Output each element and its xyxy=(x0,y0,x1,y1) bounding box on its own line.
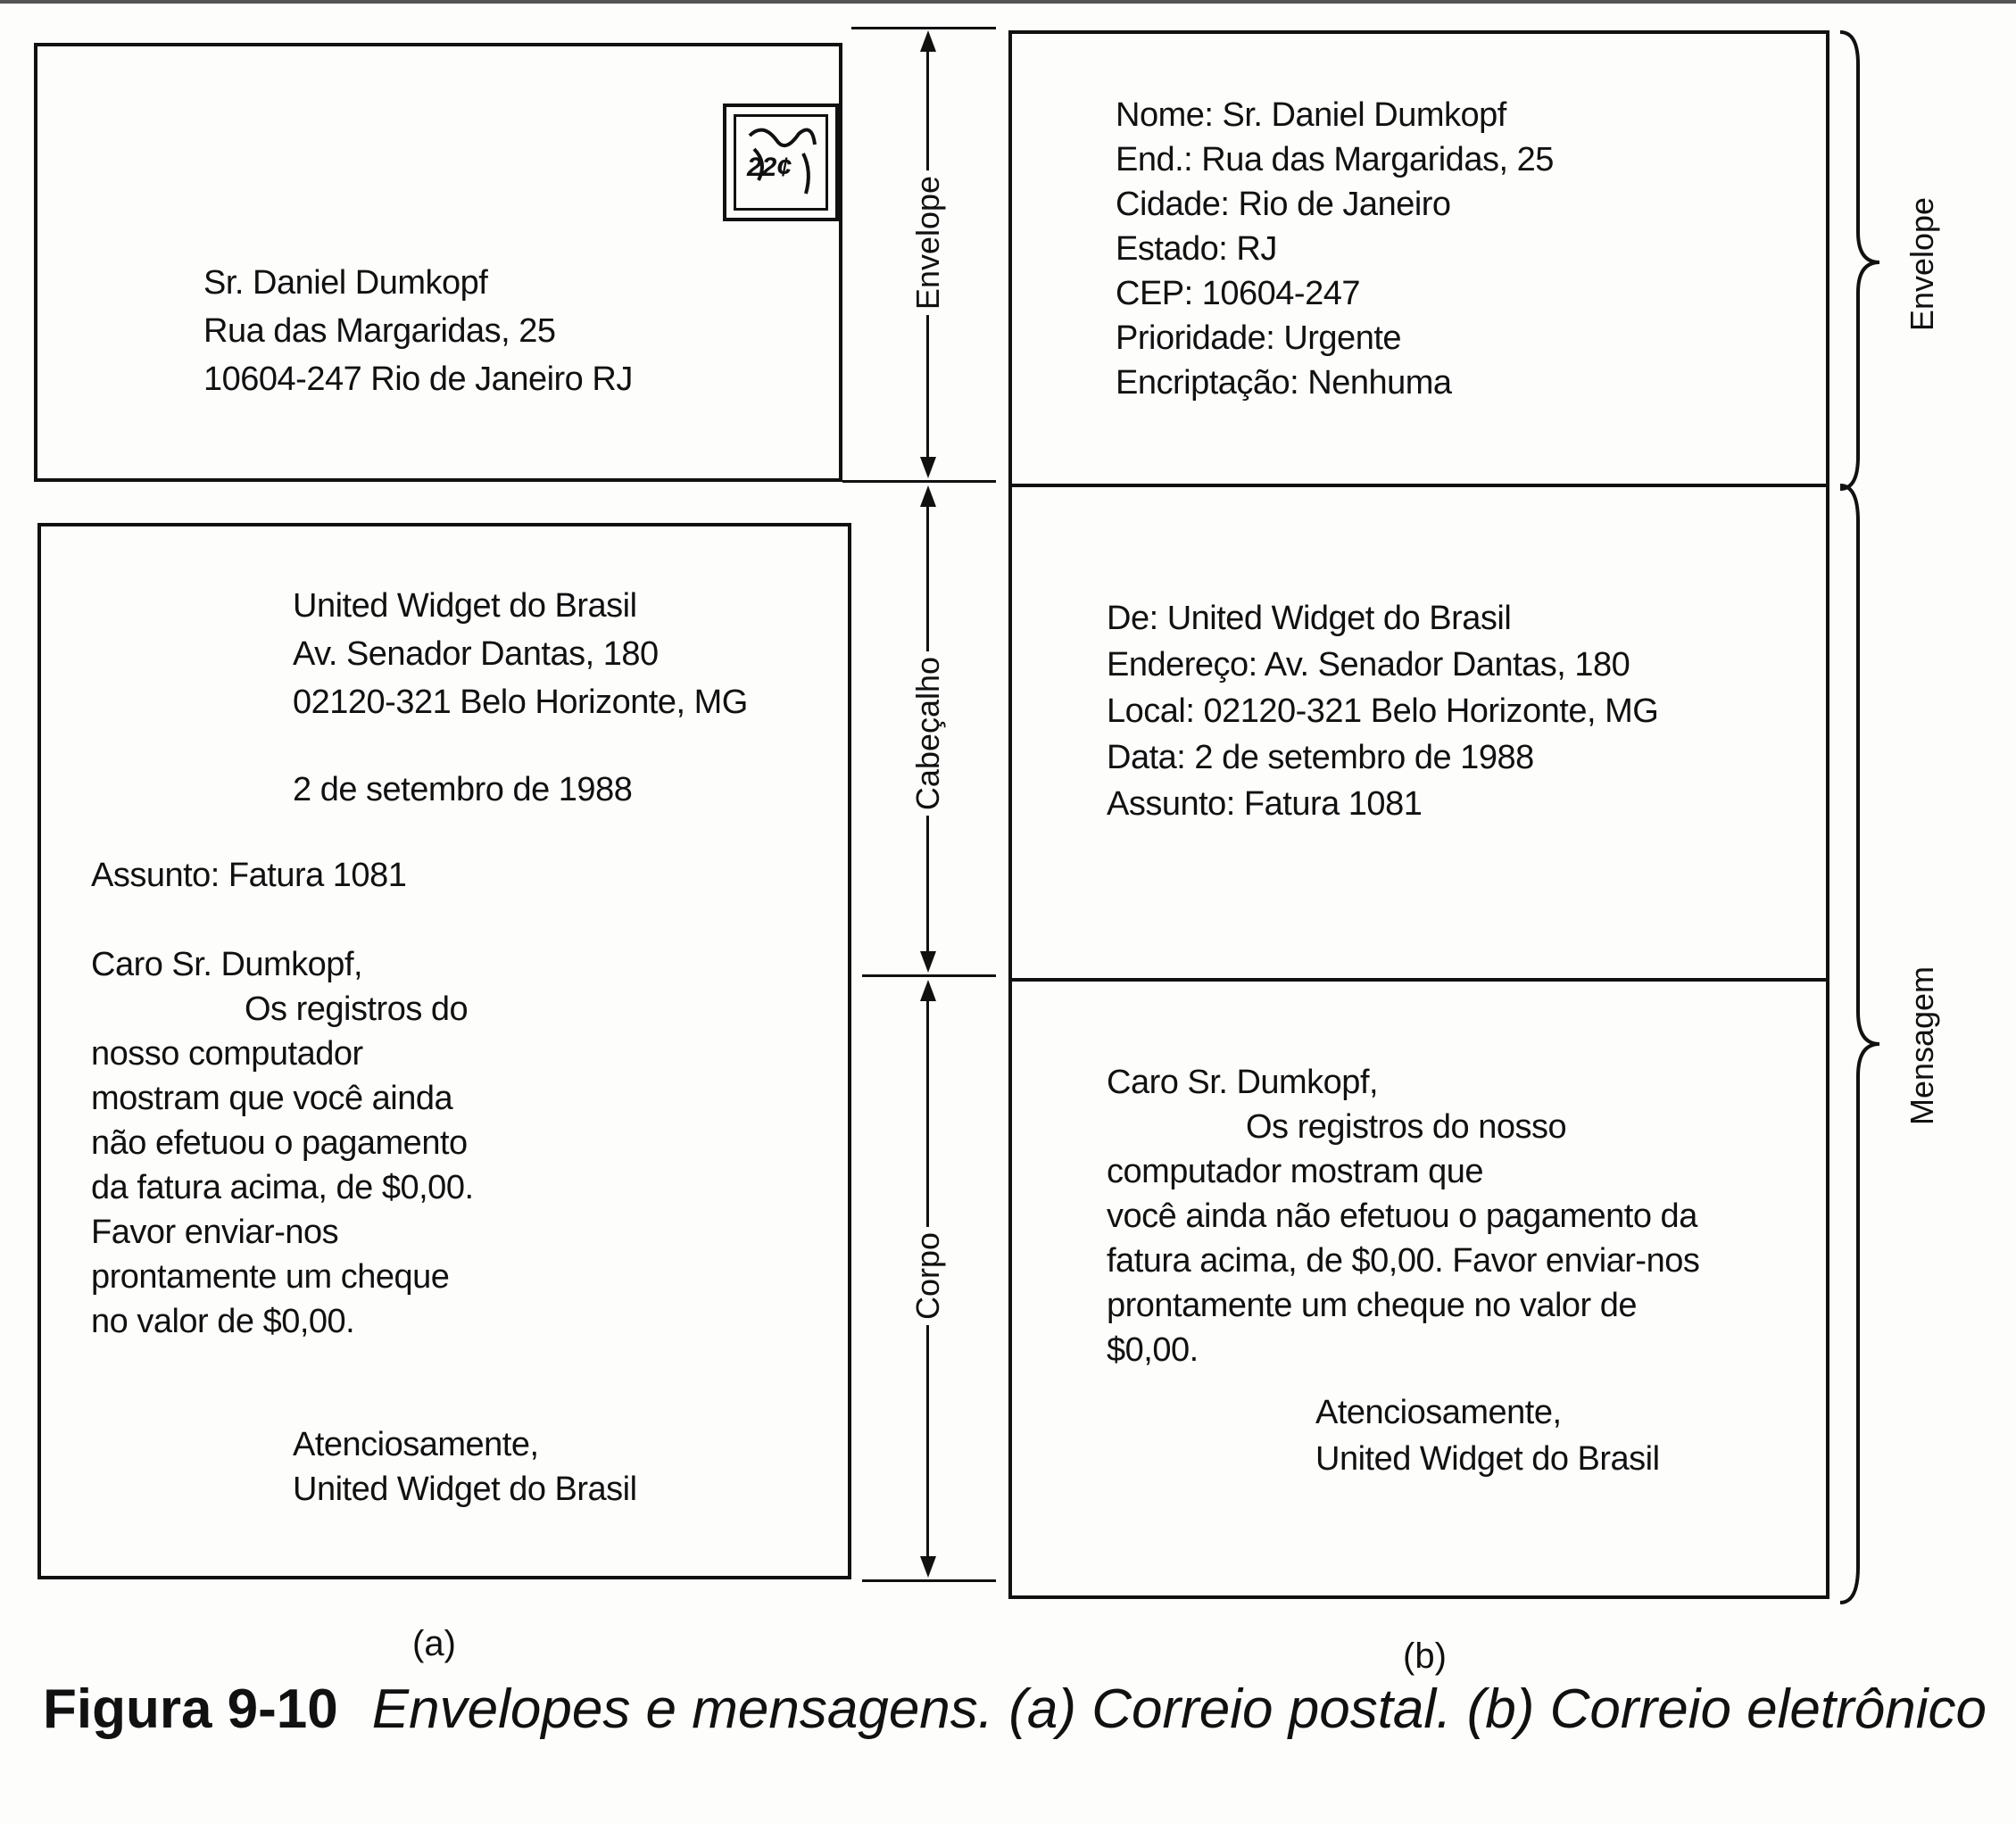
letter-subject: Assunto: Fatura 1081 xyxy=(91,857,407,894)
email-body-signature: United Widget do Brasil xyxy=(1315,1440,1660,1478)
envelope-address-line-2: Rua das Margaridas, 25 xyxy=(203,312,556,350)
email-body-line: você ainda não efetuou o pagamento da xyxy=(1107,1197,1697,1235)
email-header-line: Assunto: Fatura 1081 xyxy=(1107,785,1423,823)
letter-body-line: no valor de $0,00. xyxy=(91,1303,355,1340)
email-body-closing: Atenciosamente, xyxy=(1315,1394,1562,1431)
stamp-inner-frame xyxy=(734,114,828,211)
middle-label-body: Corpo xyxy=(909,1227,947,1325)
email-header-line: Local: 02120-321 Belo Horizonte, MG xyxy=(1107,692,1659,730)
right-label-message: Mensagem xyxy=(1904,965,1940,1126)
letter-body-line: prontamente um cheque xyxy=(91,1258,450,1296)
header-arrow-up-head xyxy=(920,485,936,507)
envelope-brace xyxy=(1835,29,1906,493)
postage-stamp xyxy=(723,104,839,221)
email-body-line: prontamente um cheque no valor de xyxy=(1107,1287,1638,1324)
letter-body-first-line: Os registros do xyxy=(245,990,469,1028)
separator-envelope-header xyxy=(842,480,996,483)
letter-sender-line-2: Av. Senador Dantas, 180 xyxy=(293,635,659,673)
envelope-arrow-up-head xyxy=(920,30,936,52)
top-rule xyxy=(0,0,2016,4)
message-brace xyxy=(1835,482,1906,1606)
letter-sender-line-3: 02120-321 Belo Horizonte, MG xyxy=(293,684,748,721)
stamp-value: 22¢ xyxy=(747,153,792,182)
postal-envelope-box xyxy=(34,43,842,482)
body-arrow-up-head xyxy=(920,980,936,1001)
envelope-address-line-3: 10604-247 Rio de Janeiro RJ xyxy=(203,360,633,398)
label-a: (a) xyxy=(412,1624,456,1663)
letter-sender-line-1: United Widget do Brasil xyxy=(293,587,637,625)
email-header-line: De: United Widget do Brasil xyxy=(1107,600,1512,637)
separator-body-bottom xyxy=(862,1579,996,1582)
email-envelope-line: Cidade: Rio de Janeiro xyxy=(1116,186,1451,223)
email-body-line: computador mostram que xyxy=(1107,1153,1483,1190)
postal-letter-box xyxy=(37,523,851,1579)
email-envelope-line: CEP: 10604-247 xyxy=(1116,275,1360,312)
email-body-greeting: Caro Sr. Dumkopf, xyxy=(1107,1064,1379,1101)
middle-label-header: Cabeçalho xyxy=(909,651,947,816)
email-body-line: fatura acima, de $0,00. Favor enviar-nos xyxy=(1107,1242,1700,1280)
email-body-box xyxy=(1008,978,1829,1599)
email-body-line: $0,00. xyxy=(1107,1331,1199,1369)
separator-top xyxy=(851,27,996,29)
email-envelope-box xyxy=(1008,30,1829,487)
header-arrow-down-head xyxy=(920,951,936,973)
label-b: (b) xyxy=(1403,1637,1447,1676)
figure-caption xyxy=(43,1678,1987,1741)
middle-label-envelope: Envelope xyxy=(909,170,947,315)
letter-body-line: não efetuou o pagamento xyxy=(91,1124,468,1162)
letter-body-line: nosso computador xyxy=(91,1035,363,1073)
letter-date: 2 de setembro de 1988 xyxy=(293,771,633,808)
email-envelope-line: Nome: Sr. Daniel Dumkopf xyxy=(1116,96,1506,134)
letter-greeting: Caro Sr. Dumkopf, xyxy=(91,946,363,983)
figure-description: Envelopes e mensagens. (a) Correio postal. (b) Correio eletrônico xyxy=(371,1678,1987,1740)
letter-body-line: mostram que você ainda xyxy=(91,1080,453,1117)
email-envelope-line: Prioridade: Urgente xyxy=(1116,319,1402,357)
email-header-line: Endereço: Av. Senador Dantas, 180 xyxy=(1107,646,1630,684)
separator-header-body xyxy=(862,974,996,977)
envelope-address-line-1: Sr. Daniel Dumkopf xyxy=(203,264,488,302)
letter-closing: Atenciosamente, xyxy=(293,1426,539,1463)
body-arrow-down-head xyxy=(920,1556,936,1578)
letter-signature: United Widget do Brasil xyxy=(293,1471,637,1508)
letter-body-line: Favor enviar-nos xyxy=(91,1214,339,1251)
letter-body-line: da fatura acima, de $0,00. xyxy=(91,1169,474,1206)
envelope-arrow-down-head xyxy=(920,457,936,478)
email-header-box xyxy=(1008,484,1829,982)
right-label-envelope: Envelope xyxy=(1904,196,1940,332)
email-header-line: Data: 2 de setembro de 1988 xyxy=(1107,739,1534,776)
figure-number: Figura 9-10 xyxy=(43,1678,338,1740)
email-body-first-line: Os registros do nosso xyxy=(1246,1108,1567,1146)
email-envelope-line: Estado: RJ xyxy=(1116,230,1277,268)
email-envelope-line: Encriptação: Nenhuma xyxy=(1116,364,1452,402)
email-envelope-line: End.: Rua das Margaridas, 25 xyxy=(1116,141,1554,178)
